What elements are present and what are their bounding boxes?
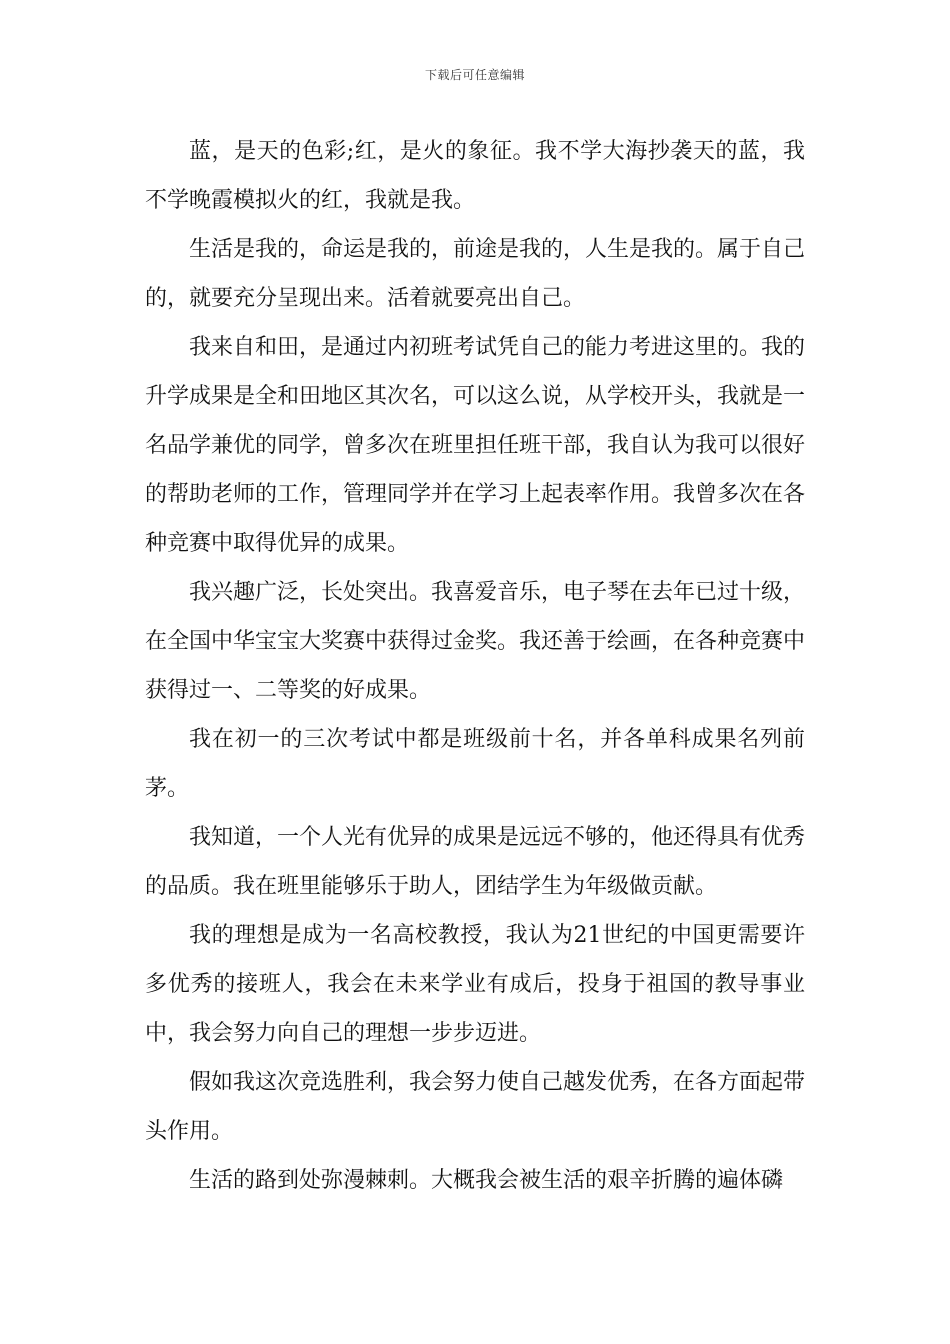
paragraph-4: 我兴趣广泛，长处突出。我喜爱音乐，电子琴在去年已过十级，在全国中华宝宝大奖赛中获得过金奖。我还善于绘画，在各种竞赛中获得过一、二等奖的好成果。 (145, 580, 806, 703)
paragraph-2: 生活是我的，命运是我的，前途是我的，人生是我的。属于自己的，就要充分呈现出来。活着就要亮出自己。 (145, 237, 806, 311)
paragraph-6: 我知道，一个人光有优异的成果是远远不够的，他还得具有优秀的品质。我在班里能够乐于助人，团结学生为年级做贡献。 (145, 825, 806, 899)
paragraph-3: 我来自和田，是通过内初班考试凭自己的能力考进这里的。我的升学成果是全和田地区其次名，可以这么说，从学校开头，我就是一名品学兼优的同学，曾多次在班里担任班干部，我自认为我可以很好的帮助老师的工作，管理同学并在学习上起表率作用。我曾多次在各种竞赛中取得优异的成果。 (145, 335, 806, 556)
page-header: 下载后可任意编辑 (424, 68, 525, 82)
paragraph-9: 生活的路到处弥漫棘刺。大概我会被生活的艰辛折腾的遍体磷 (189, 1168, 784, 1193)
paragraph-7: 我的理想是成为一名高校教授，我认为21世纪的中国更需要许多优秀的接班人，我会在未来学业有成后，投身于祖国的教导事业中，我会努力向自己的理想一步步迈进。 (145, 923, 805, 1046)
paragraph-1: 蓝，是天的色彩;红，是火的象征。我不学大海抄袭天的蓝，我不学晚霞模拟火的红，我就是我。 (145, 139, 805, 213)
document-body (145, 127, 805, 1205)
paragraph-8: 假如我这次竞选胜利，我会努力使自己越发优秀，在各方面起带头作用。 (145, 1070, 806, 1144)
paragraph-5: 我在初一的三次考试中都是班级前十名，并各单科成果名列前茅。 (145, 727, 805, 801)
